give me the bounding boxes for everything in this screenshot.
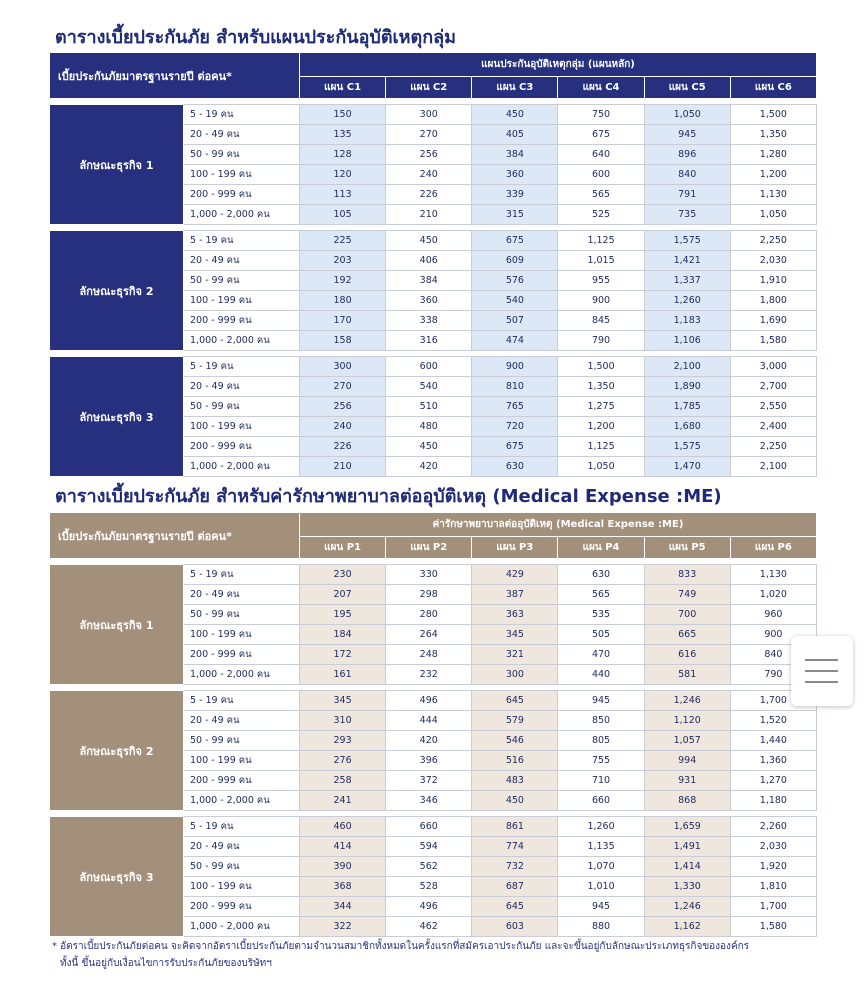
- premium-cell: 444: [386, 711, 472, 731]
- premium-cell: 732: [472, 857, 558, 877]
- premium-cell: 2,100: [644, 357, 730, 377]
- premium-cell: 931: [644, 771, 730, 791]
- premium-cell: 790: [558, 331, 644, 351]
- premium-cell: 945: [644, 125, 730, 145]
- premium-cell: 1,260: [558, 817, 644, 837]
- plan-header: แผน P5: [644, 537, 730, 559]
- premium-cell: 1,180: [730, 791, 816, 811]
- premium-cell: 256: [386, 145, 472, 165]
- premium-cell: 1,575: [644, 437, 730, 457]
- member-count-cell: 100 - 199 คน: [184, 291, 300, 311]
- premium-cell: 310: [300, 711, 386, 731]
- premium-cell: 755: [558, 751, 644, 771]
- premium-cell: 749: [644, 585, 730, 605]
- premium-cell: 300: [472, 665, 558, 685]
- premium-cell: 645: [472, 691, 558, 711]
- premium-cell: 203: [300, 251, 386, 271]
- member-count-cell: 20 - 49 คน: [184, 585, 300, 605]
- premium-cell: 581: [644, 665, 730, 685]
- premium-cell: 406: [386, 251, 472, 271]
- premium-cell: 496: [386, 691, 472, 711]
- premium-cell: 1,421: [644, 251, 730, 271]
- footnote: [52, 938, 749, 972]
- premium-cell: 845: [558, 311, 644, 331]
- footnote-line-1: * อัตราเบี้ยประกันภัยต่อคน จะคิดจากอัตราเบี้ยประกันภัยตามจำนวนสมาชิกทั้งหมดในครั้งแรกที่สมัครเอาประกันภัย และจะขึ้นอยู่กับลักษณะประเภทธุรกิจขององค์กร: [52, 941, 750, 952]
- premium-cell: 868: [644, 791, 730, 811]
- premium-cell: 640: [558, 145, 644, 165]
- premium-cell: 462: [386, 917, 472, 937]
- premium-cell: 1,330: [644, 877, 730, 897]
- premium-cell: 405: [472, 125, 558, 145]
- premium-cell: 210: [386, 205, 472, 225]
- member-count-cell: 50 - 99 คน: [184, 605, 300, 625]
- premium-cell: 1,275: [558, 397, 644, 417]
- premium-cell: 1,106: [644, 331, 730, 351]
- premium-cell: 565: [558, 585, 644, 605]
- premium-cell: 579: [472, 711, 558, 731]
- premium-cell: 345: [472, 625, 558, 645]
- premium-cell: 960: [730, 605, 816, 625]
- premium-cell: 510: [386, 397, 472, 417]
- plan-header: แผน P1: [300, 537, 386, 559]
- premium-cell: 2,250: [730, 437, 816, 457]
- business-type-label: ลักษณะธุรกิจ 3: [50, 817, 184, 937]
- premium-cell: 1,200: [558, 417, 644, 437]
- business-type-label: ลักษณะธุรกิจ 1: [50, 105, 184, 225]
- premium-cell: 896: [644, 145, 730, 165]
- table1-left-header: เบี้ยประกันภัยมาตรฐานรายปี ต่อคน*: [50, 53, 300, 99]
- premium-cell: 735: [644, 205, 730, 225]
- premium-cell: 414: [300, 837, 386, 857]
- plan-header: แผน C3: [472, 77, 558, 99]
- premium-cell: 345: [300, 691, 386, 711]
- member-count-cell: 1,000 - 2,000 คน: [184, 457, 300, 477]
- premium-cell: 528: [386, 877, 472, 897]
- premium-cell: 687: [472, 877, 558, 897]
- premium-cell: 1,785: [644, 397, 730, 417]
- premium-cell: 1,183: [644, 311, 730, 331]
- member-count-cell: 200 - 999 คน: [184, 771, 300, 791]
- premium-cell: 3,000: [730, 357, 816, 377]
- premium-cell: 540: [472, 291, 558, 311]
- premium-cell: 1,800: [730, 291, 816, 311]
- premium-cell: 1,890: [644, 377, 730, 397]
- premium-cell: 450: [472, 105, 558, 125]
- member-count-cell: 1,000 - 2,000 คน: [184, 205, 300, 225]
- member-count-cell: 5 - 19 คน: [184, 357, 300, 377]
- premium-cell: 1,580: [730, 331, 816, 351]
- premium-cell: 396: [386, 751, 472, 771]
- premium-cell: 322: [300, 917, 386, 937]
- member-count-cell: 200 - 999 คน: [184, 645, 300, 665]
- member-count-cell: 5 - 19 คน: [184, 691, 300, 711]
- premium-cell: 474: [472, 331, 558, 351]
- member-count-cell: 1,000 - 2,000 คน: [184, 791, 300, 811]
- premium-cell: 230: [300, 565, 386, 585]
- table-row: [50, 565, 817, 585]
- premium-cell: 675: [558, 125, 644, 145]
- plan-header: แผน C4: [558, 77, 644, 99]
- premium-cell: 1,057: [644, 731, 730, 751]
- premium-cell: 1,015: [558, 251, 644, 271]
- premium-cell: 600: [558, 165, 644, 185]
- premium-cell: 384: [386, 271, 472, 291]
- premium-cell: 120: [300, 165, 386, 185]
- premium-cell: 1,520: [730, 711, 816, 731]
- premium-cell: 660: [558, 791, 644, 811]
- premium-cell: 158: [300, 331, 386, 351]
- premium-cell: 1,700: [730, 691, 816, 711]
- premium-cell: 1,246: [644, 691, 730, 711]
- premium-cell: 774: [472, 837, 558, 857]
- premium-cell: 2,550: [730, 397, 816, 417]
- premium-cell: 420: [386, 457, 472, 477]
- premium-cell: 660: [386, 817, 472, 837]
- premium-cell: 1,162: [644, 917, 730, 937]
- premium-cell: 945: [558, 691, 644, 711]
- member-count-cell: 5 - 19 คน: [184, 105, 300, 125]
- member-count-cell: 1,000 - 2,000 คน: [184, 331, 300, 351]
- business-type-label: ลักษณะธุรกิจ 3: [50, 357, 184, 477]
- member-count-cell: 20 - 49 คน: [184, 711, 300, 731]
- premium-cell: 450: [472, 791, 558, 811]
- member-count-cell: 50 - 99 คน: [184, 731, 300, 751]
- premium-cell: 184: [300, 625, 386, 645]
- premium-cell: 525: [558, 205, 644, 225]
- member-count-cell: 100 - 199 คน: [184, 877, 300, 897]
- member-count-cell: 20 - 49 คน: [184, 837, 300, 857]
- premium-cell: 470: [558, 645, 644, 665]
- premium-cell: 1,575: [644, 231, 730, 251]
- premium-cell: 344: [300, 897, 386, 917]
- premium-cell: 750: [558, 105, 644, 125]
- premium-cell: 1,020: [730, 585, 816, 605]
- premium-cell: 330: [386, 565, 472, 585]
- premium-cell: 1,135: [558, 837, 644, 857]
- member-count-cell: 50 - 99 คน: [184, 271, 300, 291]
- premium-cell: 161: [300, 665, 386, 685]
- premium-cell: 861: [472, 817, 558, 837]
- premium-cell: 270: [386, 125, 472, 145]
- member-count-cell: 200 - 999 คน: [184, 437, 300, 457]
- premium-cell: 1,910: [730, 271, 816, 291]
- premium-cell: 315: [472, 205, 558, 225]
- premium-cell: 955: [558, 271, 644, 291]
- premium-cell: 1,470: [644, 457, 730, 477]
- premium-cell: 280: [386, 605, 472, 625]
- premium-cell: 390: [300, 857, 386, 877]
- premium-cell: 210: [300, 457, 386, 477]
- premium-cell: 616: [644, 645, 730, 665]
- premium-cell: 1,270: [730, 771, 816, 791]
- premium-cell: 1,050: [644, 105, 730, 125]
- premium-cell: 1,350: [558, 377, 644, 397]
- premium-cell: 2,700: [730, 377, 816, 397]
- premium-cell: 507: [472, 311, 558, 331]
- premium-cell: 440: [558, 665, 644, 685]
- premium-cell: 363: [472, 605, 558, 625]
- premium-cell: 1,500: [730, 105, 816, 125]
- member-count-cell: 200 - 999 คน: [184, 185, 300, 205]
- member-count-cell: 100 - 199 คน: [184, 751, 300, 771]
- premium-cell: 1,010: [558, 877, 644, 897]
- premium-cell: 900: [558, 291, 644, 311]
- premium-cell: 225: [300, 231, 386, 251]
- plan-header: แผน C1: [300, 77, 386, 99]
- premium-cell: 810: [472, 377, 558, 397]
- table1-top-header: แผนประกันอุบัติเหตุกลุ่ม (แผนหลัก): [300, 53, 817, 77]
- premium-cell: 516: [472, 751, 558, 771]
- premium-cell: 1,125: [558, 437, 644, 457]
- premium-cell: 1,491: [644, 837, 730, 857]
- premium-cell: 840: [730, 645, 816, 665]
- member-count-cell: 5 - 19 คน: [184, 565, 300, 585]
- premium-cell: 450: [386, 231, 472, 251]
- premium-cell: 2,030: [730, 837, 816, 857]
- premium-cell: 720: [472, 417, 558, 437]
- premium-cell: 2,250: [730, 231, 816, 251]
- business-type-label: ลักษณะธุรกิจ 2: [50, 231, 184, 351]
- premium-cell: 675: [472, 231, 558, 251]
- premium-cell: 420: [386, 731, 472, 751]
- table1-title: ตารางเบี้ยประกันภัย สำหรับแผนประกันอุบัติเหตุกลุ่ม: [55, 27, 457, 48]
- premium-cell: 226: [300, 437, 386, 457]
- premium-cell: 675: [472, 437, 558, 457]
- premium-cell: 630: [558, 565, 644, 585]
- premium-cell: 256: [300, 397, 386, 417]
- premium-cell: 1,500: [558, 357, 644, 377]
- premium-cell: 2,260: [730, 817, 816, 837]
- premium-cell: 207: [300, 585, 386, 605]
- premium-cell: 540: [386, 377, 472, 397]
- group-accident-premium-table: [49, 52, 817, 477]
- premium-cell: 765: [472, 397, 558, 417]
- premium-cell: 880: [558, 917, 644, 937]
- member-count-cell: 20 - 49 คน: [184, 125, 300, 145]
- table-row: [50, 357, 817, 377]
- plan-header: แผน C6: [730, 77, 816, 99]
- premium-cell: 790: [730, 665, 816, 685]
- premium-cell: 1,700: [730, 897, 816, 917]
- premium-cell: 128: [300, 145, 386, 165]
- premium-cell: 113: [300, 185, 386, 205]
- premium-cell: 300: [386, 105, 472, 125]
- member-count-cell: 50 - 99 คน: [184, 857, 300, 877]
- premium-cell: 195: [300, 605, 386, 625]
- premium-cell: 1,337: [644, 271, 730, 291]
- premium-cell: 1,350: [730, 125, 816, 145]
- premium-cell: 900: [730, 625, 816, 645]
- premium-cell: 360: [472, 165, 558, 185]
- premium-cell: 2,400: [730, 417, 816, 437]
- premium-cell: 135: [300, 125, 386, 145]
- premium-cell: 180: [300, 291, 386, 311]
- premium-cell: 1,690: [730, 311, 816, 331]
- premium-cell: 450: [386, 437, 472, 457]
- business-type-label: ลักษณะธุรกิจ 1: [50, 565, 184, 685]
- premium-cell: 480: [386, 417, 472, 437]
- premium-cell: 1,920: [730, 857, 816, 877]
- premium-cell: 316: [386, 331, 472, 351]
- plan-header: แผน P6: [730, 537, 816, 559]
- premium-cell: 630: [472, 457, 558, 477]
- premium-cell: 1,050: [558, 457, 644, 477]
- premium-cell: 1,659: [644, 817, 730, 837]
- premium-cell: 710: [558, 771, 644, 791]
- premium-cell: 460: [300, 817, 386, 837]
- premium-cell: 645: [472, 897, 558, 917]
- premium-cell: 429: [472, 565, 558, 585]
- premium-cell: 258: [300, 771, 386, 791]
- premium-cell: 2,100: [730, 457, 816, 477]
- premium-cell: 1,810: [730, 877, 816, 897]
- premium-cell: 1,360: [730, 751, 816, 771]
- member-count-cell: 5 - 19 คน: [184, 817, 300, 837]
- table-row: [50, 105, 817, 125]
- premium-cell: 1,120: [644, 711, 730, 731]
- premium-cell: 338: [386, 311, 472, 331]
- premium-cell: 346: [386, 791, 472, 811]
- plan-header: แผน P2: [386, 537, 472, 559]
- premium-cell: 1,130: [730, 185, 816, 205]
- premium-cell: 276: [300, 751, 386, 771]
- premium-cell: 2,030: [730, 251, 816, 271]
- member-count-cell: 100 - 199 คน: [184, 417, 300, 437]
- member-count-cell: 200 - 999 คน: [184, 311, 300, 331]
- premium-cell: 264: [386, 625, 472, 645]
- premium-cell: 172: [300, 645, 386, 665]
- premium-cell: 840: [644, 165, 730, 185]
- premium-cell: 603: [472, 917, 558, 937]
- table-row: [50, 691, 817, 711]
- premium-cell: 1,440: [730, 731, 816, 751]
- premium-cell: 565: [558, 185, 644, 205]
- premium-cell: 1,260: [644, 291, 730, 311]
- premium-cell: 576: [472, 271, 558, 291]
- premium-cell: 850: [558, 711, 644, 731]
- premium-cell: 300: [300, 357, 386, 377]
- premium-cell: 546: [472, 731, 558, 751]
- member-count-cell: 1,000 - 2,000 คน: [184, 665, 300, 685]
- premium-cell: 321: [472, 645, 558, 665]
- premium-cell: 791: [644, 185, 730, 205]
- plan-header: แผน C2: [386, 77, 472, 99]
- table-row: [50, 817, 817, 837]
- premium-cell: 594: [386, 837, 472, 857]
- medical-expense-premium-table: [49, 512, 817, 937]
- premium-cell: 248: [386, 645, 472, 665]
- premium-cell: 994: [644, 751, 730, 771]
- member-count-cell: 50 - 99 คน: [184, 397, 300, 417]
- premium-cell: 1,200: [730, 165, 816, 185]
- member-count-cell: 100 - 199 คน: [184, 165, 300, 185]
- premium-cell: 1,246: [644, 897, 730, 917]
- premium-cell: 270: [300, 377, 386, 397]
- premium-cell: 298: [386, 585, 472, 605]
- premium-cell: 192: [300, 271, 386, 291]
- table-row: [50, 231, 817, 251]
- premium-cell: 150: [300, 105, 386, 125]
- premium-cell: 1,414: [644, 857, 730, 877]
- premium-cell: 226: [386, 185, 472, 205]
- member-count-cell: 100 - 199 คน: [184, 625, 300, 645]
- premium-cell: 665: [644, 625, 730, 645]
- member-count-cell: 5 - 19 คน: [184, 231, 300, 251]
- premium-cell: 1,050: [730, 205, 816, 225]
- premium-cell: 241: [300, 791, 386, 811]
- member-count-cell: 1,000 - 2,000 คน: [184, 917, 300, 937]
- member-count-cell: 20 - 49 คน: [184, 377, 300, 397]
- premium-cell: 387: [472, 585, 558, 605]
- premium-cell: 700: [644, 605, 730, 625]
- plan-header: แผน P4: [558, 537, 644, 559]
- premium-cell: 1,680: [644, 417, 730, 437]
- premium-cell: 360: [386, 291, 472, 311]
- premium-cell: 384: [472, 145, 558, 165]
- premium-cell: 232: [386, 665, 472, 685]
- premium-cell: 535: [558, 605, 644, 625]
- premium-cell: 339: [472, 185, 558, 205]
- plan-header: แผน C5: [644, 77, 730, 99]
- table2-title: ตารางเบี้ยประกันภัย สำหรับค่ารักษาพยาบาลต่ออุบัติเหตุ (Medical Expense :ME): [55, 486, 722, 507]
- premium-cell: 600: [386, 357, 472, 377]
- premium-cell: 372: [386, 771, 472, 791]
- premium-cell: 483: [472, 771, 558, 791]
- premium-cell: 293: [300, 731, 386, 751]
- premium-cell: 1,070: [558, 857, 644, 877]
- premium-cell: 833: [644, 565, 730, 585]
- premium-cell: 240: [386, 165, 472, 185]
- premium-cell: 170: [300, 311, 386, 331]
- premium-cell: 368: [300, 877, 386, 897]
- premium-cell: 805: [558, 731, 644, 751]
- footnote-line-2: ทั้งนี้ ขึ้นอยู่กับเงื่อนไขการรับประกันภัยของบริษัทฯ: [60, 958, 272, 969]
- premium-cell: 609: [472, 251, 558, 271]
- premium-cell: 105: [300, 205, 386, 225]
- member-count-cell: 200 - 999 คน: [184, 897, 300, 917]
- premium-cell: 562: [386, 857, 472, 877]
- member-count-cell: 50 - 99 คน: [184, 145, 300, 165]
- plan-header: แผน P3: [472, 537, 558, 559]
- premium-cell: 900: [472, 357, 558, 377]
- business-type-label: ลักษณะธุรกิจ 2: [50, 691, 184, 811]
- premium-cell: 240: [300, 417, 386, 437]
- premium-cell: 1,125: [558, 231, 644, 251]
- premium-cell: 1,580: [730, 917, 816, 937]
- premium-cell: 505: [558, 625, 644, 645]
- table2-left-header: เบี้ยประกันภัยมาตรฐานรายปี ต่อคน*: [50, 513, 300, 559]
- member-count-cell: 20 - 49 คน: [184, 251, 300, 271]
- premium-cell: 945: [558, 897, 644, 917]
- table2-top-header: ค่ารักษาพยาบาลต่ออุบัติเหตุ (Medical Expense :ME): [300, 513, 817, 537]
- premium-cell: 1,130: [730, 565, 816, 585]
- premium-cell: 1,280: [730, 145, 816, 165]
- premium-cell: 496: [386, 897, 472, 917]
- floating-menu-button[interactable]: [791, 636, 853, 706]
